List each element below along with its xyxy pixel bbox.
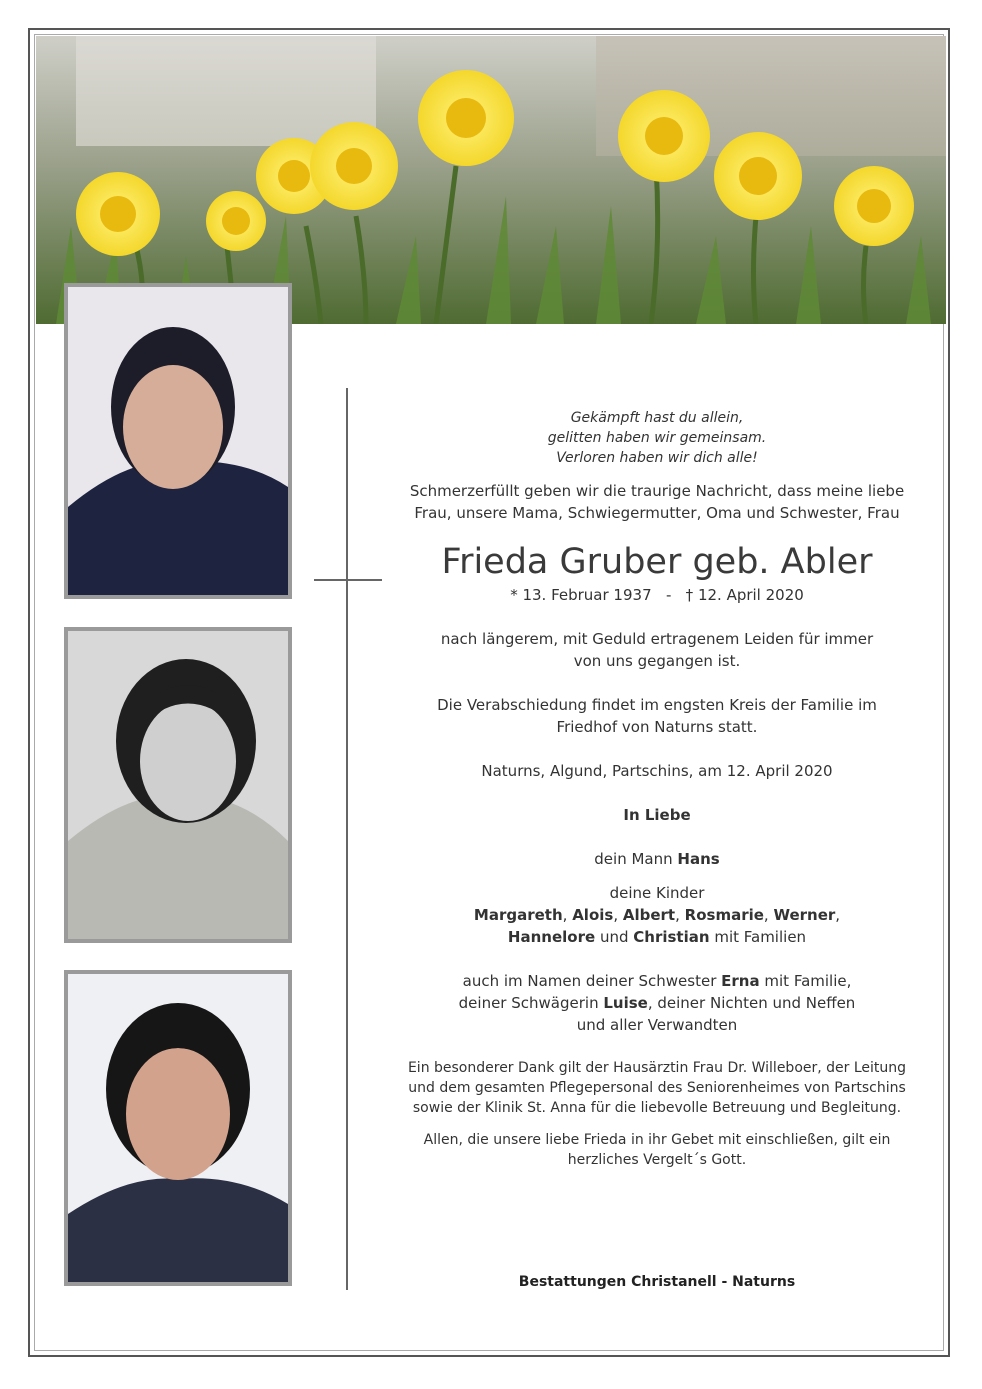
sister-in-law-name: Luise [603, 994, 648, 1012]
child-name: Werner [773, 906, 836, 924]
motto-line-1: Gekämpft hast du allein, [570, 410, 744, 426]
obituary-text [382, 408, 932, 1170]
closing-line-2: herzliches Vergelt´s Gott. [567, 1152, 747, 1168]
husband-line [382, 848, 932, 870]
relatives-prefix: auch im Namen deiner Schwester [462, 972, 717, 990]
cross-vertical-line [346, 388, 348, 1290]
children-label: deine Kinder [609, 884, 705, 902]
intro-line-1: Schmerzerfüllt geben wir die traurige Nachricht, dass meine liebe [409, 482, 905, 500]
passing-line-2: von uns gegangen ist. [573, 652, 741, 670]
motto-line-3: Verloren haben wir dich alle! [556, 450, 758, 466]
portrait-photo-senior [64, 970, 292, 1286]
thanks-line-2: und dem gesamten Pflegepersonal des Seniorenheimes von Partschins [408, 1080, 906, 1096]
child-name: Albert [622, 906, 676, 924]
intro-line-2: Frau, unsere Mama, Schwiegermutter, Oma und Schwester, Frau [414, 504, 900, 522]
children-line-2 [382, 926, 932, 948]
relatives-prefix: deiner Schwägerin [458, 994, 599, 1012]
funeral-home-name: Bestattungen Christanell - Naturns [518, 1274, 796, 1290]
relatives-line-1 [382, 970, 932, 992]
place-and-date: Naturns, Algund, Partschins, am 12. April 2020 [481, 762, 833, 780]
motto-line-2: gelitten haben wir gemeinsam. [547, 430, 767, 446]
cross-horizontal-line [314, 579, 382, 581]
thanks-line-3: sowie der Klinik St. Anna für die liebevolle Betreuung und Begleitung. [412, 1100, 902, 1116]
death-date: † 12. April 2020 [685, 586, 804, 604]
child-name: Hannelore [507, 928, 596, 946]
life-dates [382, 584, 932, 606]
deceased-name: Frieda Gruber geb. Abler [441, 542, 873, 582]
closing-line-1: Allen, die unsere liebe Frieda in ihr Gebet mit einschließen, gilt ein [423, 1132, 891, 1148]
children-suffix: mit Familien [714, 928, 807, 946]
husband-name: Hans [677, 850, 720, 868]
children-line-1: Margareth, Alois, Albert, Rosmarie, Werner, [473, 906, 841, 924]
relatives-line-3: und aller Verwandten [576, 1016, 738, 1034]
sister-name: Erna [721, 972, 760, 990]
in-love: In Liebe [623, 806, 691, 824]
child-name: Alois [572, 906, 614, 924]
birth-date: * 13. Februar 1937 [510, 586, 652, 604]
date-separator: - [665, 586, 672, 604]
husband-prefix: dein Mann [594, 850, 673, 868]
relatives-suffix: mit Familie, [764, 972, 852, 990]
portrait-photo-elderly [64, 283, 292, 599]
thanks-line-1: Ein besonderer Dank gilt der Hausärztin Frau Dr. Willeboer, der Leitung [407, 1060, 907, 1076]
daffodil-banner-image [36, 36, 946, 324]
portrait-photo-young [64, 627, 292, 943]
child-name: Rosmarie [684, 906, 764, 924]
child-name: Margareth [473, 906, 563, 924]
relatives-suffix: , deiner Nichten und Neffen [647, 994, 856, 1012]
child-name: Christian [633, 928, 710, 946]
passing-line-1: nach längerem, mit Geduld ertragenem Leiden für immer [440, 630, 874, 648]
funeral-line-1: Die Verabschiedung findet im engsten Kreis der Familie im [437, 696, 877, 714]
children-and: und [599, 928, 629, 946]
relatives-line-2 [382, 992, 932, 1014]
funeral-line-2: Friedhof von Naturns statt. [556, 718, 758, 736]
